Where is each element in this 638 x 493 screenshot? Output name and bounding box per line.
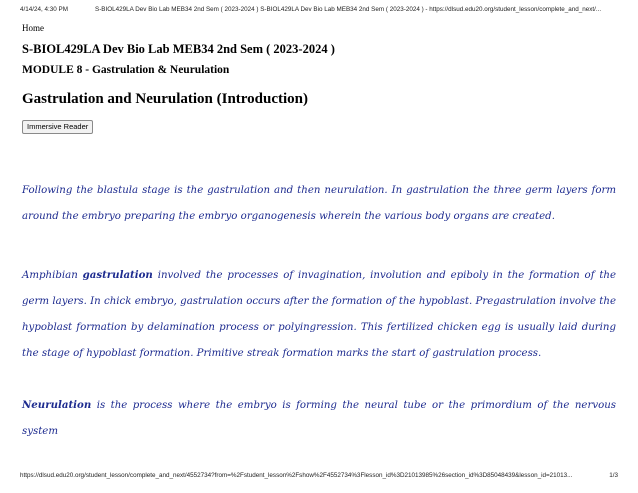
paragraph-text: involved the processes of invagination, involution and epiboly in the formation of the germ layers. In chick embryo, gastrulation occurs after the formation of the hypoblast. Pregastrulation involve the hypoblast formation by delamination process or polyingression. This fertilized chicken egg is usually laid during the stage of hypoblast formation. Primitive streak formation marks the start of gastrulation process. — [22, 270, 616, 359]
paragraph-gastrulation-intro — [22, 178, 616, 230]
paragraph-lead: Amphibian — [22, 270, 83, 281]
immersive-reader-button[interactable]: Immersive Reader — [22, 120, 93, 134]
print-url: https://dlsud.edu20.org/student_lesson/complete_and_next/4552734?from=%2Fstudent_lesson%2Fshow%2F4552734%3Flesson_id%3D21013985%26section_id%3D85048439&lesson_id=21013... — [20, 472, 573, 479]
lesson-title: Gastrulation and Neurulation (Introduction) — [22, 91, 309, 107]
print-header — [0, 6, 638, 18]
print-footer — [0, 472, 638, 484]
term-gastrulation: gastrulation — [82, 269, 153, 281]
term-neurulation: Neurulation — [22, 399, 92, 411]
print-page-number: 1/3 — [609, 472, 618, 479]
module-title: MODULE 8 - Gastrulation & Neurulation — [22, 64, 230, 76]
paragraph-amphibian-gastrulation — [22, 262, 616, 367]
paragraph-text: is the process where the embryo is forming the neural tube or the primordium of the nervous system — [22, 400, 616, 437]
print-page-title: S-BIOL429LA Dev Bio Lab MEB34 2nd Sem ( 2023-2024 ) S-BIOL429LA Dev Bio Lab MEB34 2nd Sem ( 2023-2024 ) - https://dlsud.edu20.org/student_lesson/complete_and_next/... — [95, 6, 602, 13]
paragraph-text: Following the blastula stage is the gastrulation and then neurulation. In gastrulation the three germ layers form around the embryo preparing the embryo organogenesis wherein the various body organs are created. — [22, 185, 616, 222]
course-title: S-BIOL429LA Dev Bio Lab MEB34 2nd Sem ( 2023-2024 ) — [22, 42, 335, 56]
print-datetime: 4/14/24, 4:30 PM — [20, 6, 68, 13]
home-link[interactable]: Home — [22, 23, 44, 33]
paragraph-neurulation — [22, 392, 616, 445]
